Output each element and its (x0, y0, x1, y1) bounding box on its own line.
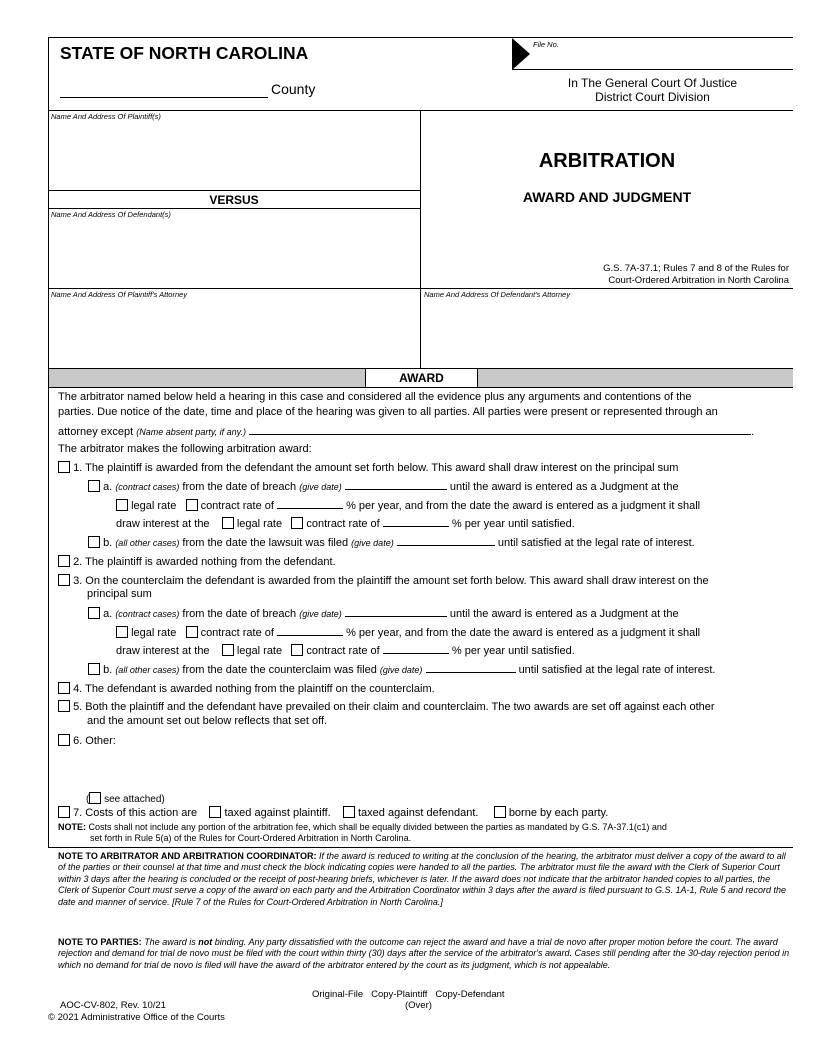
item2-row (58, 555, 336, 568)
item1-text: 1. The plaintiff is awarded from the defendant the amount set forth below. This award shall draw interest on the principal sum (73, 462, 679, 474)
item3a-rate-row (116, 626, 700, 639)
item3a-prefix: a. (103, 608, 113, 620)
item3a-give-date: (give date) (299, 609, 342, 619)
other-field[interactable] (130, 734, 790, 788)
item1a-judgment-contract-checkbox[interactable] (291, 517, 303, 529)
item4-row (58, 682, 435, 695)
item3a-until-judgment: until the award is entered as a Judgment at the (449, 608, 679, 620)
item1a-contract-cases: (contract cases) (115, 482, 180, 492)
item3b-row (88, 663, 715, 676)
item3a-draw-row (116, 644, 575, 657)
state-title: STATE OF NORTH CAROLINA (60, 43, 309, 63)
award-heading: AWARD (399, 371, 444, 385)
item1a-legal-rate-label: legal rate (131, 500, 177, 512)
item1b-checkbox[interactable] (88, 536, 100, 548)
item3a-judgment-contract-label: contract rate of (306, 645, 380, 657)
item1b-other-cases: (all other cases) (115, 538, 180, 548)
item7-text: 7. Costs of this action are (73, 807, 198, 819)
plaintiff-field[interactable] (50, 123, 418, 189)
county-field[interactable] (60, 86, 268, 98)
item3-row (58, 574, 709, 587)
item5-text1: 5. Both the plaintiff and the defendant have prevailed on their claim and counterclaim. The two awards are set off against each other (73, 701, 715, 713)
coordinator-note (58, 851, 790, 908)
see-attached-row: ( see attached) (86, 794, 165, 805)
item3-text2: principal sum (87, 588, 152, 600)
item1b-prefix: b. (103, 537, 113, 549)
statute-line1: G.S. 7A-37.1; Rules 7 and 8 of the Rules for (603, 263, 789, 274)
defendant-field[interactable] (50, 221, 418, 287)
item1a-until-judgment: until the award is entered as a Judgment at the (449, 481, 679, 493)
item3b-until-legal: until satisfied at the legal rate of interest. (518, 664, 716, 676)
item3a-until-satisfied: % per year until satisfied. (451, 645, 575, 657)
item7-row (58, 806, 608, 819)
item3a-contract-rate-checkbox[interactable] (186, 626, 198, 638)
item1b-give-date: (give date) (351, 538, 394, 548)
item4-text: 4. The defendant is awarded nothing from the plaintiff on the counterclaim. (73, 683, 435, 695)
attorney-except-row: attorney except (Name absent party, if any.) . (58, 426, 755, 438)
costs-note-line2: set forth in Rule 5(a) of the Rules for Court-Ordered Arbitration in North Carolina. (90, 833, 412, 843)
distribution-line: Original-File Copy-Plaintiff Copy-Defendant (312, 989, 505, 1000)
absent-party-field[interactable] (249, 425, 751, 435)
coordinator-note-text: If the award is reduced to writing at the conclusion of the hearing, the arbitrator must deliver a copy of the award to all of the parties or their counsel at that time and must check the block indicating copies were handed to all the parties. The arbitrator must file the award with the Clerk of Superior Court within 3 days after the hearing is concluded or the receipt of post-hearing briefs, whichever is later. If the award does not indicate that the arbitrator handed copies to all parties, the Clerk of Superior Court must serve a copy of the award on each party and the Arbitration Coordinator within 3 days after the award is filed pursuant to G.S. 1A-1, Rule 5 and record the date and manner of service. [Rule 7 of the Rules for Court-Ordered Arbitration in North Carolina.] (58, 851, 787, 907)
form-number: AOC-CV-802, Rev. 10/21 (60, 1000, 166, 1011)
item3b-give-date: (give date) (379, 665, 423, 675)
item5-checkbox[interactable] (58, 700, 70, 712)
parties-note-text1: The award is (144, 937, 196, 947)
county-label: County (271, 81, 316, 97)
item3b-prefix: b. (103, 664, 113, 676)
item7-checkbox[interactable] (58, 806, 70, 818)
plaintiff-attorney-label: Name And Address Of Plaintiff's Attorney (51, 290, 188, 299)
court-line2: District Court Division (595, 90, 710, 104)
item1a-judgment-contract-label: contract rate of (306, 518, 380, 530)
item1a-give-date: (give date) (299, 482, 342, 492)
item1a-judgment-legal-label: legal rate (236, 518, 283, 530)
parties-note (58, 937, 790, 971)
item1a-judgment-legal-checkbox[interactable] (222, 517, 234, 529)
plaintiff-label: Name And Address Of Plaintiff(s) (51, 112, 161, 121)
item3a-legal-rate-label: legal rate (131, 627, 177, 639)
defendant-attorney-field[interactable] (423, 301, 791, 367)
costs-note-label: NOTE: (58, 822, 86, 832)
item3b-other-cases: (all other cases) (115, 665, 180, 675)
item3-text1: 3. On the counterclaim the defendant is awarded from the plaintiff the amount set forth below. This award shall draw interest on the (73, 575, 709, 587)
attorney-except-label: attorney except (58, 426, 134, 438)
see-attached-label: see attached) (104, 794, 165, 805)
see-attached-checkbox[interactable] (89, 792, 101, 804)
item1a-from-breach: from the date of breach (182, 481, 297, 493)
item5-row (58, 700, 715, 713)
item3a-judgment-legal-checkbox[interactable] (222, 644, 234, 656)
item3a-row (88, 607, 679, 620)
borne-each-checkbox[interactable] (494, 806, 506, 818)
item1a-rate-row (116, 499, 700, 512)
item3a-from-breach: from the date of breach (182, 608, 297, 620)
statute-line2: Court-Ordered Arbitration in North Carolina (608, 275, 789, 286)
over-label: (Over) (405, 1000, 432, 1011)
parties-note-label: NOTE TO PARTIES: (58, 937, 142, 947)
item3a-contract-rate-label: contract rate of (200, 627, 274, 639)
intro-line2: parties. Due notice of the date, time and place of the hearing was given to all parties. All parties were present or represented through an (58, 406, 718, 418)
versus-label: VERSUS (209, 193, 259, 207)
item1b-row (88, 536, 695, 549)
item1-row (58, 461, 678, 474)
item1b-from-lawsuit: from the date the lawsuit was filed (182, 537, 349, 549)
item6-checkbox[interactable] (58, 734, 70, 746)
item3b-checkbox[interactable] (88, 663, 100, 675)
item1a-contract-rate-label: contract rate of (200, 500, 274, 512)
item1b-date-field[interactable] (397, 536, 495, 546)
item1a-row (88, 480, 679, 493)
costs-note-line1: Costs shall not include any portion of the arbitration fee, which shall be equally divided between the parties as mandated by G.S. 7A-37.1(c1) and (88, 822, 667, 832)
item2-text: 2. The plaintiff is awarded nothing from the defendant. (73, 556, 336, 568)
item3a-judgment-rate-field[interactable] (383, 644, 449, 654)
item1a-draw-interest: draw interest at the (116, 518, 210, 530)
costs-note-row (58, 822, 667, 832)
item3a-breach-date-field[interactable] (345, 607, 447, 617)
borne-each-label: borne by each party. (508, 807, 609, 819)
parties-note-text2: binding. Any party dissatisfied with the outcome can reject the award and have a trial de novo after proper motion before the court. The award rejection and demand for trial de novo must be filed with the court within thirty (30) days after the service of the arbitrator's award. Cases still pending after the 30-day rejection period in which no demand for trial de novo is filed will have the award of the arbitrator entered by the court as its judgment, which is not appealable. (58, 937, 790, 970)
taxed-defendant-checkbox[interactable] (343, 806, 355, 818)
item5-text2: and the amount set out below reflects that set off. (87, 715, 328, 727)
award-makes: The arbitrator makes the following arbitration award: (58, 443, 312, 455)
item6-text: 6. Other: (73, 735, 116, 747)
item1a-breach-date-field[interactable] (345, 480, 447, 490)
item6-row (58, 734, 116, 747)
parties-note-not: not (198, 937, 213, 947)
item1a-prefix: a. (103, 481, 113, 493)
intro-line1: The arbitrator named below held a hearing in this case and considered all the evidence plus any arguments and contentions of the (58, 391, 692, 403)
taxed-defendant-label: taxed against defendant. (357, 807, 479, 819)
item3a-draw-interest: draw interest at the (116, 645, 210, 657)
item3b-from-counterclaim: from the date the counterclaim was filed (182, 664, 377, 676)
item3-checkbox[interactable] (58, 574, 70, 586)
name-absent-hint: (Name absent party, if any.) (136, 427, 246, 437)
item3b-date-field[interactable] (426, 663, 516, 673)
item1-checkbox[interactable] (58, 461, 70, 473)
form-subtitle: AWARD AND JUDGMENT (522, 189, 692, 205)
item1a-contract-rate-checkbox[interactable] (186, 499, 198, 511)
taxed-plaintiff-label: taxed against plaintiff. (224, 807, 331, 819)
form-title: ARBITRATION (538, 150, 676, 172)
item3a-pct-text: % per year, and from the date the award is entered as a judgment it shall (346, 627, 701, 639)
item3a-contract-cases: (contract cases) (115, 609, 180, 619)
taxed-plaintiff-checkbox[interactable] (209, 806, 221, 818)
item1a-contract-rate-field[interactable] (277, 499, 343, 509)
plaintiff-attorney-field[interactable] (50, 301, 418, 367)
defendant-attorney-label: Name And Address Of Defendant's Attorney (424, 290, 571, 299)
item4-checkbox[interactable] (58, 682, 70, 694)
file-marker (512, 38, 530, 70)
item1b-until-legal: until satisfied at the legal rate of interest. (497, 537, 695, 549)
item2-checkbox[interactable] (58, 555, 70, 567)
item1a-legal-rate-checkbox[interactable] (116, 499, 128, 511)
item1a-until-satisfied: % per year until satisfied. (451, 518, 575, 530)
defendant-label: Name And Address Of Defendant(s) (51, 210, 171, 219)
coordinator-note-label: NOTE TO ARBITRATOR AND ARBITRATION COORDINATOR: (58, 851, 317, 861)
court-line1: In The General Court Of Justice (567, 76, 738, 90)
item1a-pct-text: % per year, and from the date the award is entered as a judgment it shall (346, 500, 701, 512)
item3a-legal-rate-checkbox[interactable] (116, 626, 128, 638)
item1a-checkbox[interactable] (88, 480, 100, 492)
item1a-draw-row (116, 517, 575, 530)
item3a-contract-rate-field[interactable] (277, 626, 343, 636)
item3a-checkbox[interactable] (88, 607, 100, 619)
item3a-judgment-legal-label: legal rate (236, 645, 283, 657)
copyright: © 2021 Administrative Office of the Courts (48, 1012, 225, 1023)
item1a-judgment-rate-field[interactable] (383, 517, 449, 527)
item3a-judgment-contract-checkbox[interactable] (291, 644, 303, 656)
file-no-label: File No. (533, 40, 559, 49)
